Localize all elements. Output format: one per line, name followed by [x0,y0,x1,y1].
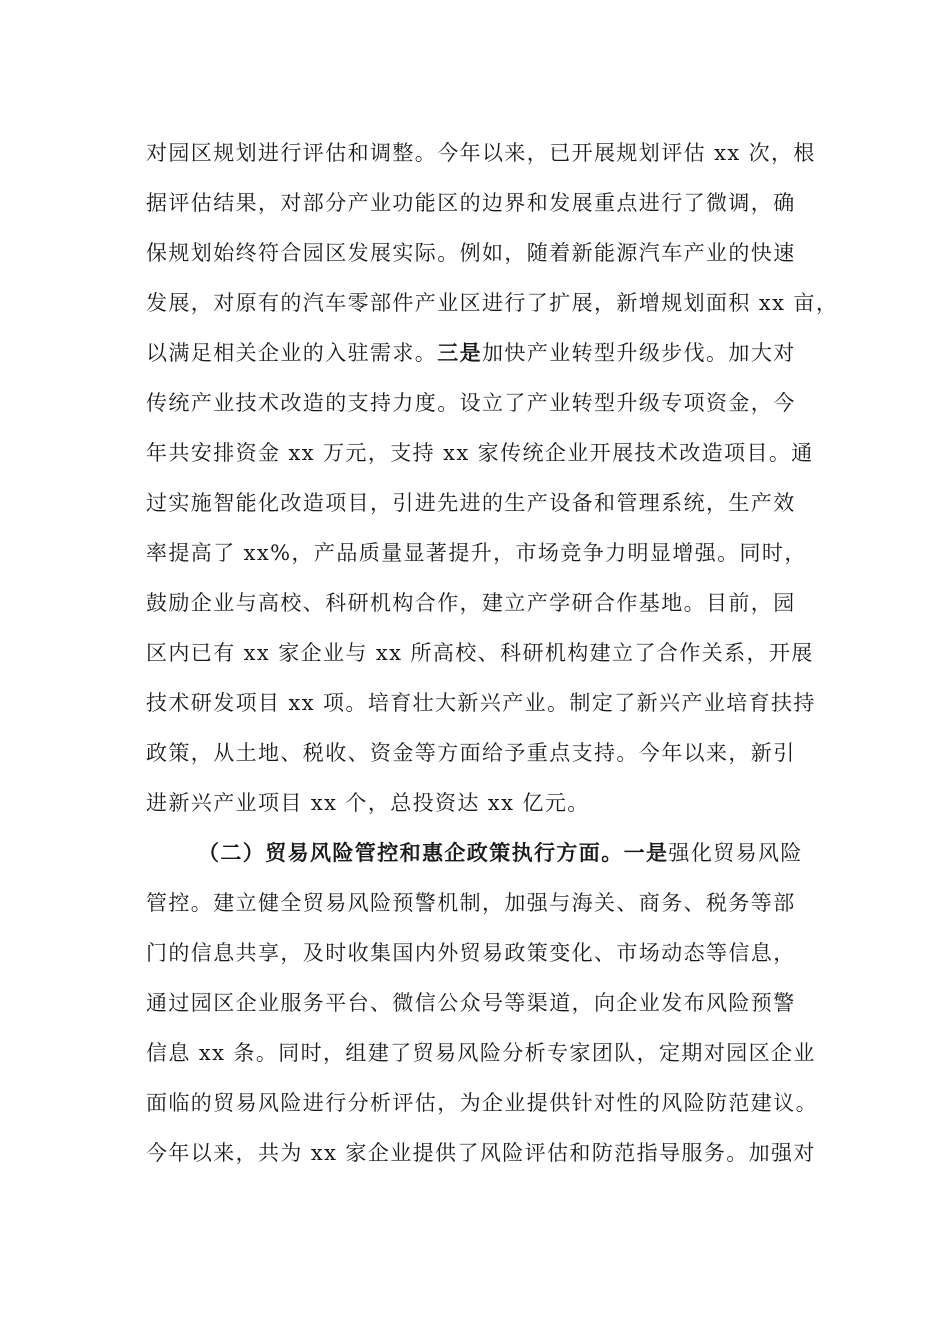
text-line: 进新兴产业项目 xx 个，总投资达 xx 亿元。 [146,791,590,815]
text-line: 政策，从土地、税收、资金等方面给予重点支持。今年以来，新引 [146,741,796,765]
text-line-mixed [146,328,816,378]
bold-marker-first: 一是 [623,840,669,865]
text-line: 鼓励企业与高校、科研机构合作，建立产学研合作基地。目前，园 [146,591,796,615]
text-line: 管控。建立健全贸易风险预警机制，加强与海关、商务、税务等部 [146,891,796,915]
text-line: 对园区规划进行评估和调整。今年以来，已开展规划评估 xx 次，根 [146,141,816,165]
text-segment: 以满足相关企业的入驻需求。 [146,341,438,365]
text-line: 技术研发项目 xx 项。培育壮大新兴产业。制定了新兴产业培育扶持 [146,691,816,715]
text-segment: 强化贸易风险 [668,841,803,865]
text-line: 率提高了 xx%，产品质量显著提升，市场竞争力明显增强。同时， [146,541,807,565]
section-heading: （二）贸易风险管控和惠企政策执行方面。 [198,840,624,865]
text-line: 通过园区企业服务平台、微信公众号等渠道，向企业发布风险预警 [146,991,796,1015]
section-heading-line [146,828,816,878]
text-line: 门的信息共享，及时收集国内外贸易政策变化、市场动态等信息， [146,941,796,965]
text-line: 年共安排资金 xx 万元，支持 xx 家传统企业开展技术改造项目。通 [146,441,814,465]
text-segment: 加快产业转型升级步伐。加大对 [482,341,796,365]
text-line: 发展，对原有的汽车零部件产业区进行了扩展，新增规划面积 xx 亩， [146,291,839,315]
text-line: 据评估结果，对部分产业功能区的边界和发展重点进行了微调，确 [146,191,796,215]
text-line: 区内已有 xx 家企业与 xx 所高校、科研机构建立了合作关系，开展 [146,641,814,665]
bold-marker-third: 三是 [437,340,483,365]
text-line: 过实施智能化改造项目，引进先进的生产设备和管理系统，生产效 [146,491,796,515]
text-line: 保规划始终符合园区发展实际。例如，随着新能源汽车产业的快速 [146,241,796,265]
text-line: 信息 xx 条。同时，组建了贸易风险分析专家团队，定期对园区企业 [146,1041,816,1065]
text-line: 今年以来，共为 xx 家企业提供了风险评估和防范指导服务。加强对 [146,1141,816,1165]
text-line: 传统产业技术改造的支持力度。设立了产业转型升级专项资金，今 [146,391,796,415]
document-body [146,128,839,1178]
text-line: 面临的贸易风险进行分析评估，为企业提供针对性的风险防范建议。 [146,1091,818,1115]
